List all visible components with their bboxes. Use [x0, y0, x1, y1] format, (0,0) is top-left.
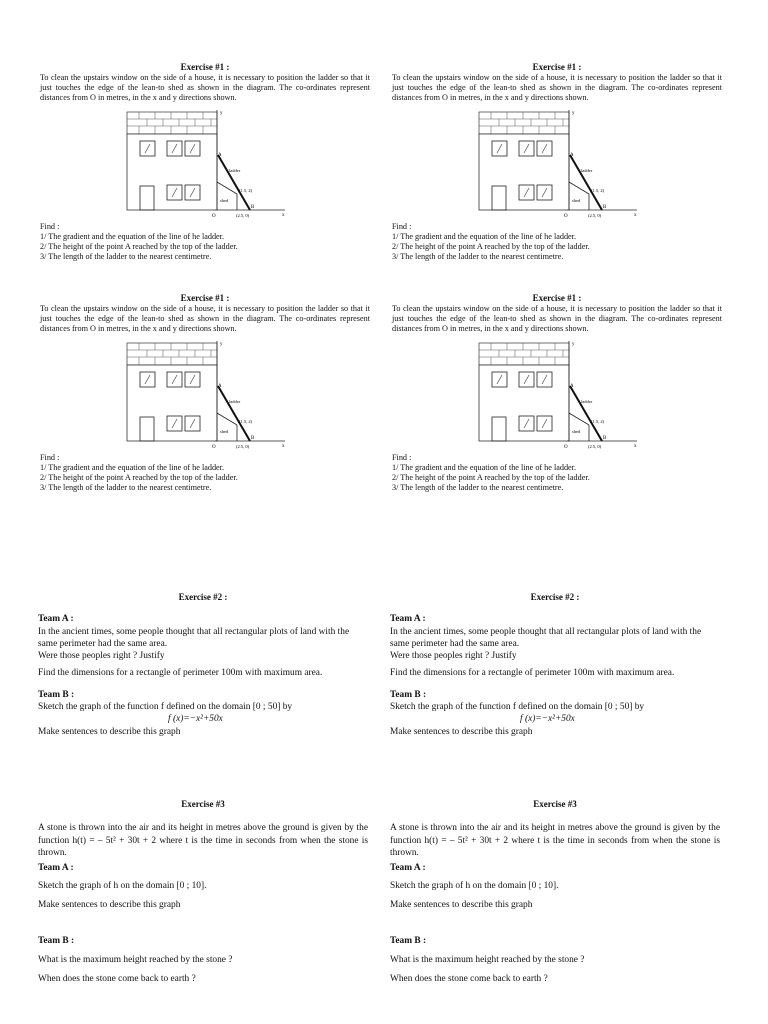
find-label: Find :	[392, 222, 412, 231]
find-item: 2/ The height of the point A reached by the top of the ladder.	[40, 473, 238, 482]
exercise2-card	[390, 591, 720, 738]
exercise1-find	[40, 222, 370, 262]
svg-text:shed: shed	[572, 198, 581, 203]
exercise1-title: Exercise #1 :	[180, 62, 230, 72]
svg-text:ladder: ladder	[581, 168, 593, 173]
svg-text:(2.5, 0): (2.5, 0)	[236, 213, 250, 218]
svg-text:shed: shed	[220, 429, 229, 434]
find-item: 3/ The length of the ladder to the nearest centimetre.	[392, 252, 564, 261]
team-b-label: Team B :	[38, 936, 75, 947]
exercise1-title: Exercise #1 :	[532, 293, 582, 303]
team-b-question-1: What is the maximum height reached by the stone ?	[390, 955, 585, 966]
team-b-label: Team B :	[390, 689, 427, 700]
exercise1-card	[392, 62, 722, 262]
exercise3-card	[38, 798, 368, 985]
exercise1-title: Exercise #1 :	[180, 293, 230, 303]
exercise3-title: Exercise #3	[533, 799, 577, 809]
svg-text:A: A	[570, 153, 574, 158]
exercise1-intro: To clean the upstairs window on the side of a house, it is necessary to position the ladder so that it just touches the edge of the lean-to shed as shown in the diagram. The co-ordinates represent distances from O in metres, in the x and y directions shown.	[40, 304, 370, 333]
exercise3-title: Exercise #3	[181, 799, 225, 809]
team-a-task: Make sentences to describe this graph	[390, 899, 533, 910]
svg-text:B: B	[603, 436, 607, 441]
team-a-task: Find the dimensions for a rectangle of perimeter 100m with maximum area.	[390, 668, 675, 679]
team-a-task: Make sentences to describe this graph	[38, 899, 181, 910]
svg-text:(2.5, 0): (2.5, 0)	[236, 444, 250, 449]
svg-text:x: x	[634, 444, 637, 449]
exercise3-intro: A stone is thrown into the air and its height in metres above the ground is given by the function h(t) = – 5t² + 30t + 2 where t is the time in seconds from when the stone is thrown.	[38, 823, 368, 858]
team-b-text: Sketch the graph of the function f defined on the domain [0 ; 50] by	[390, 702, 645, 713]
team-a-text: Sketch the graph of h on the domain [0 ; 10].	[390, 881, 559, 892]
team-a-label: Team A :	[38, 863, 74, 874]
svg-text:B: B	[251, 436, 255, 441]
team-a-label: Team A :	[390, 614, 426, 625]
team-a-text: In the ancient times, some people thought that all rectangular plots of land with the same perimeter had the same area.	[38, 626, 350, 649]
team-b-formula: f (x)=−x²+50x	[168, 714, 223, 725]
svg-text:y: y	[572, 111, 575, 116]
team-a-label: Team A :	[38, 614, 74, 625]
find-item: 1/ The gradient and the equation of the line of he ladder.	[392, 232, 577, 241]
svg-text:A: A	[570, 384, 574, 389]
svg-text:O: O	[212, 445, 216, 450]
svg-text:(2.5, 0): (2.5, 0)	[588, 213, 602, 218]
svg-text:(1.5, 2): (1.5, 2)	[239, 419, 253, 424]
svg-text:O: O	[564, 214, 568, 219]
find-item: 2/ The height of the point A reached by the top of the ladder.	[392, 242, 590, 251]
svg-text:A: A	[218, 153, 222, 158]
exercise3-card	[390, 798, 720, 985]
exercise2-title: Exercise #2 :	[178, 592, 228, 602]
find-item: 3/ The length of the ladder to the nearest centimetre.	[40, 252, 212, 261]
find-item: 2/ The height of the point A reached by the top of the ladder.	[392, 473, 590, 482]
team-a-question: Were those peoples right ? Justify	[390, 651, 517, 662]
exercise1-card	[40, 293, 370, 493]
team-a-task: Find the dimensions for a rectangle of perimeter 100m with maximum area.	[38, 668, 323, 679]
svg-text:B: B	[251, 205, 255, 210]
svg-text:x: x	[282, 444, 285, 449]
team-b-task: Make sentences to describe this graph	[390, 726, 533, 737]
team-b-question-2: When does the stone come back to earth ?	[390, 973, 548, 984]
exercise1-intro: To clean the upstairs window on the side of a house, it is necessary to position the ladder so that it just touches the edge of the lean-to shed as shown in the diagram. The co-ordinates represent distances from O in metres, in the x and y directions shown.	[40, 73, 370, 102]
find-item: 3/ The length of the ladder to the nearest centimetre.	[40, 483, 212, 492]
svg-text:x: x	[634, 213, 637, 218]
team-b-question-2: When does the stone come back to earth ?	[38, 973, 196, 984]
exercise1-find	[392, 453, 722, 493]
team-a-question: Were those peoples right ? Justify	[38, 651, 165, 662]
exercise1-intro: To clean the upstairs window on the side of a house, it is necessary to position the ladder so that it just touches the edge of the lean-to shed as shown in the diagram. The co-ordinates represent distances from O in metres, in the x and y directions shown.	[392, 73, 722, 102]
svg-text:ladder: ladder	[229, 399, 241, 404]
team-b-task: Make sentences to describe this graph	[38, 726, 181, 737]
team-b-formula: f (x)=−x²+50x	[520, 714, 575, 725]
svg-text:(2.5, 0): (2.5, 0)	[588, 444, 602, 449]
exercise3-intro: A stone is thrown into the air and its height in metres above the ground is given by the function h(t) = – 5t² + 30t + 2 where t is the time in seconds from when the stone is thrown.	[390, 823, 720, 858]
exercise2-title: Exercise #2 :	[530, 592, 580, 602]
find-item: 2/ The height of the point A reached by the top of the ladder.	[40, 242, 238, 251]
svg-text:A: A	[218, 384, 222, 389]
svg-text:y: y	[220, 111, 223, 116]
svg-text:y: y	[220, 342, 223, 347]
find-item: 1/ The gradient and the equation of the line of he ladder.	[392, 463, 577, 472]
team-b-label: Team B :	[38, 689, 75, 700]
find-item: 3/ The length of the ladder to the nearest centimetre.	[392, 483, 564, 492]
svg-text:(1.5, 2): (1.5, 2)	[591, 188, 605, 193]
svg-text:shed: shed	[572, 429, 581, 434]
exercise1-find	[40, 453, 370, 493]
house-ladder-diagram	[125, 108, 305, 220]
team-a-label: Team A :	[390, 863, 426, 874]
team-a-text: In the ancient times, some people thought that all rectangular plots of land with the same perimeter had the same area.	[390, 626, 702, 649]
exercise2-card	[38, 591, 368, 738]
exercise1-find	[392, 222, 722, 262]
find-label: Find :	[40, 453, 60, 462]
svg-text:ladder: ladder	[581, 399, 593, 404]
svg-text:y: y	[572, 342, 575, 347]
house-ladder-diagram	[477, 108, 657, 220]
find-label: Find :	[392, 453, 412, 462]
find-label: Find :	[40, 222, 60, 231]
exercise1-card	[392, 293, 722, 493]
exercise1-intro: To clean the upstairs window on the side of a house, it is necessary to position the ladder so that it just touches the edge of the lean-to shed as shown in the diagram. The co-ordinates represent distances from O in metres, in the x and y directions shown.	[392, 304, 722, 333]
svg-text:O: O	[212, 214, 216, 219]
team-a-text: Sketch the graph of h on the domain [0 ; 10].	[38, 881, 207, 892]
house-ladder-diagram	[477, 339, 657, 451]
svg-text:(1.5, 2): (1.5, 2)	[239, 188, 253, 193]
team-b-label: Team B :	[390, 936, 427, 947]
svg-text:ladder: ladder	[229, 168, 241, 173]
exercise1-title: Exercise #1 :	[532, 62, 582, 72]
svg-text:O: O	[564, 445, 568, 450]
exercise1-card	[40, 62, 370, 262]
svg-text:(1.5, 2): (1.5, 2)	[591, 419, 605, 424]
team-b-question-1: What is the maximum height reached by the stone ?	[38, 955, 233, 966]
house-ladder-diagram	[125, 339, 305, 451]
svg-text:B: B	[603, 205, 607, 210]
find-item: 1/ The gradient and the equation of the line of he ladder.	[40, 463, 225, 472]
team-b-text: Sketch the graph of the function f defined on the domain [0 ; 50] by	[38, 702, 293, 713]
svg-text:shed: shed	[220, 198, 229, 203]
svg-text:x: x	[282, 213, 285, 218]
find-item: 1/ The gradient and the equation of the line of he ladder.	[40, 232, 225, 241]
